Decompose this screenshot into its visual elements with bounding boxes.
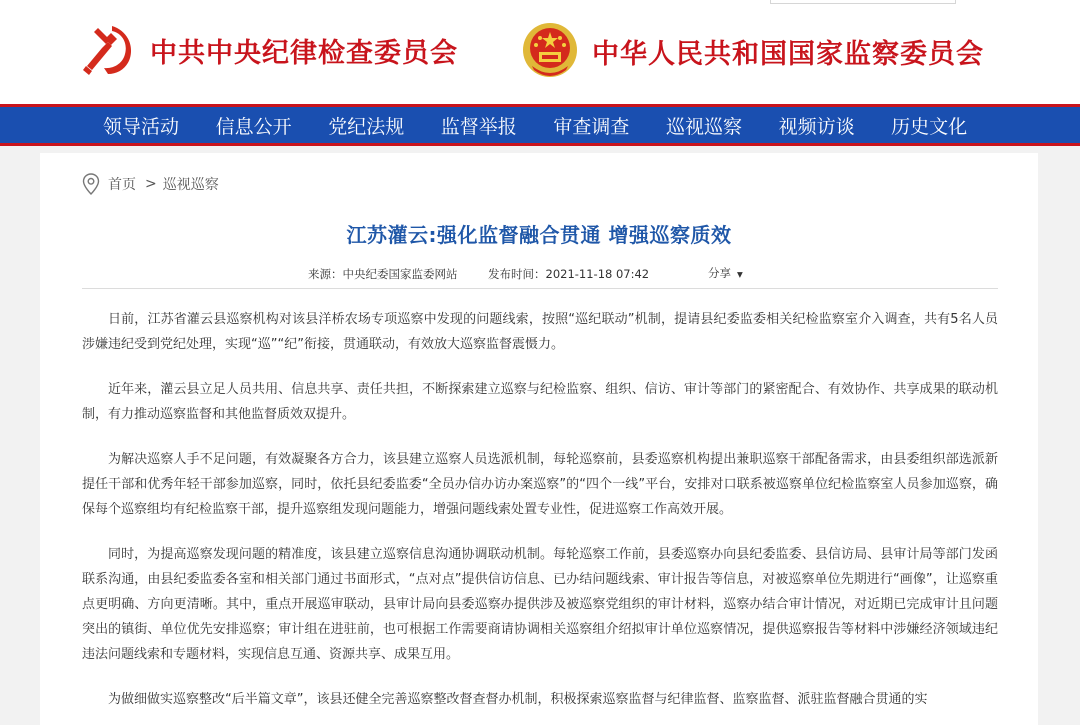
nav-item-investigation[interactable]: 审查调查	[553, 116, 630, 138]
breadcrumb-separator: >	[145, 176, 157, 192]
article-paragraph: 为解决巡察人手不足问题，有效凝聚各方合力，该县建立巡察人员选派机制，每轮巡察前，县委巡察机构提出兼职巡察干部配备需求，由县委组织部选派新提任干部和优秀年轻干部参加巡察，同时，依托县纪委监委“全员办信办访办案巡察”的“四个一线”平台，安排对口联系被巡察单位纪检监察室人员参加巡察，确保每个巡察组均有纪检监察干部，提升巡察组发现问题能力，增强问题线索处置专业性，促进巡察工作高效开展。	[82, 452, 998, 517]
search-box[interactable]	[770, 0, 956, 4]
divider	[82, 288, 998, 289]
article-body	[82, 307, 998, 725]
breadcrumb-current[interactable]: 巡视巡察	[162, 177, 219, 193]
main-nav	[0, 104, 1080, 146]
nav-item-info[interactable]: 信息公开	[215, 116, 292, 138]
article-paragraph: 同时，为提高巡察发现问题的精准度，该县建立巡察信息沟通协调联动机制。每轮巡察工作前，县委巡察办向县纪委监委、县信访局、县审计局等部门发函联系沟通，由县纪委监委各室和相关部门通过书面形式，“点对点”提供信访信息、已办结问题线索、审计报告等信息，对被巡察单位先期进行“画像”，让巡察重点更明确、方向更清晰。其中，重点开展巡审联动，县审计局向县委巡察办提供涉及被巡察党组织的审计材料，巡察办结合审计情况，对近期已完成审计且问题突出的镇街、单位优先安排巡察；审计组在进驻前，也可根据工作需要商请协调相关巡察组介绍拟审计单位巡察情况，提供巡察报告等材料中涉嫌经济领域违纪违法问题线索和专题材料，实现信息互通、资源共享、成果互用。	[82, 547, 998, 662]
nav-item-leadership[interactable]: 领导活动	[103, 116, 180, 138]
breadcrumb-home[interactable]: 首页	[108, 177, 136, 193]
site-header	[0, 0, 1080, 104]
article-paragraph: 为做细做实巡察整改“后半篇文章”，该县还健全完善巡察整改督查督办机制，积极探索巡察监督与纪律监督、监察监督、派驻监督融合贯通的实	[108, 692, 928, 707]
nav-item-report[interactable]: 监督举报	[440, 116, 517, 138]
article-container	[40, 153, 1038, 725]
article-source: 来源：中央纪委国家监委网站	[308, 267, 458, 281]
nav-menu	[103, 110, 1004, 141]
chevron-down-icon: ▾	[737, 266, 743, 281]
nav-item-regulations[interactable]: 党纪法规	[328, 116, 405, 138]
nav-item-video[interactable]: 视频访谈	[778, 116, 855, 138]
nav-item-inspection[interactable]: 巡视巡察	[665, 116, 742, 138]
location-pin-icon	[82, 173, 100, 195]
nsc-logo[interactable]	[520, 20, 984, 82]
article-paragraph: 近年来，灌云县立足人员共用、信息共享、责任共担，不断探索建立巡察与纪检监察、组织、信访、审计等部门的紧密配合、有效协作、共享成果的联动机制，有力推动巡察监督和其他监督质效双提升。	[82, 382, 998, 422]
ccdi-logo[interactable]	[82, 22, 458, 78]
org-name-nsc: 中华人民共和国国家监察委员会	[592, 38, 984, 70]
share-label: 分享	[708, 266, 731, 280]
article-meta	[40, 264, 1038, 282]
national-emblem-icon	[520, 20, 580, 82]
org-name-ccdi: 中共中央纪律检查委员会	[150, 37, 458, 69]
article-paragraph: 日前，江苏省灌云县巡察机构对该县洋桥农场专项巡察中发现的问题线索，按照“巡纪联动”机制，提请县纪委监委相关纪检监察室介入调查，共有5名人员涉嫌违纪受到党纪处理，实现“巡”“纪”衔接，贯通联动，有效放大巡察监督震慑力。	[82, 312, 998, 352]
nav-item-history[interactable]: 历史文化	[891, 116, 968, 138]
article-date: 发布时间：2021-11-18 07:42	[488, 267, 650, 281]
share-button[interactable]	[708, 265, 743, 281]
breadcrumb	[82, 173, 219, 195]
party-emblem-icon	[82, 22, 136, 78]
article-title: 江苏灌云:强化监督融合贯通 增强巡察质效	[346, 223, 732, 247]
